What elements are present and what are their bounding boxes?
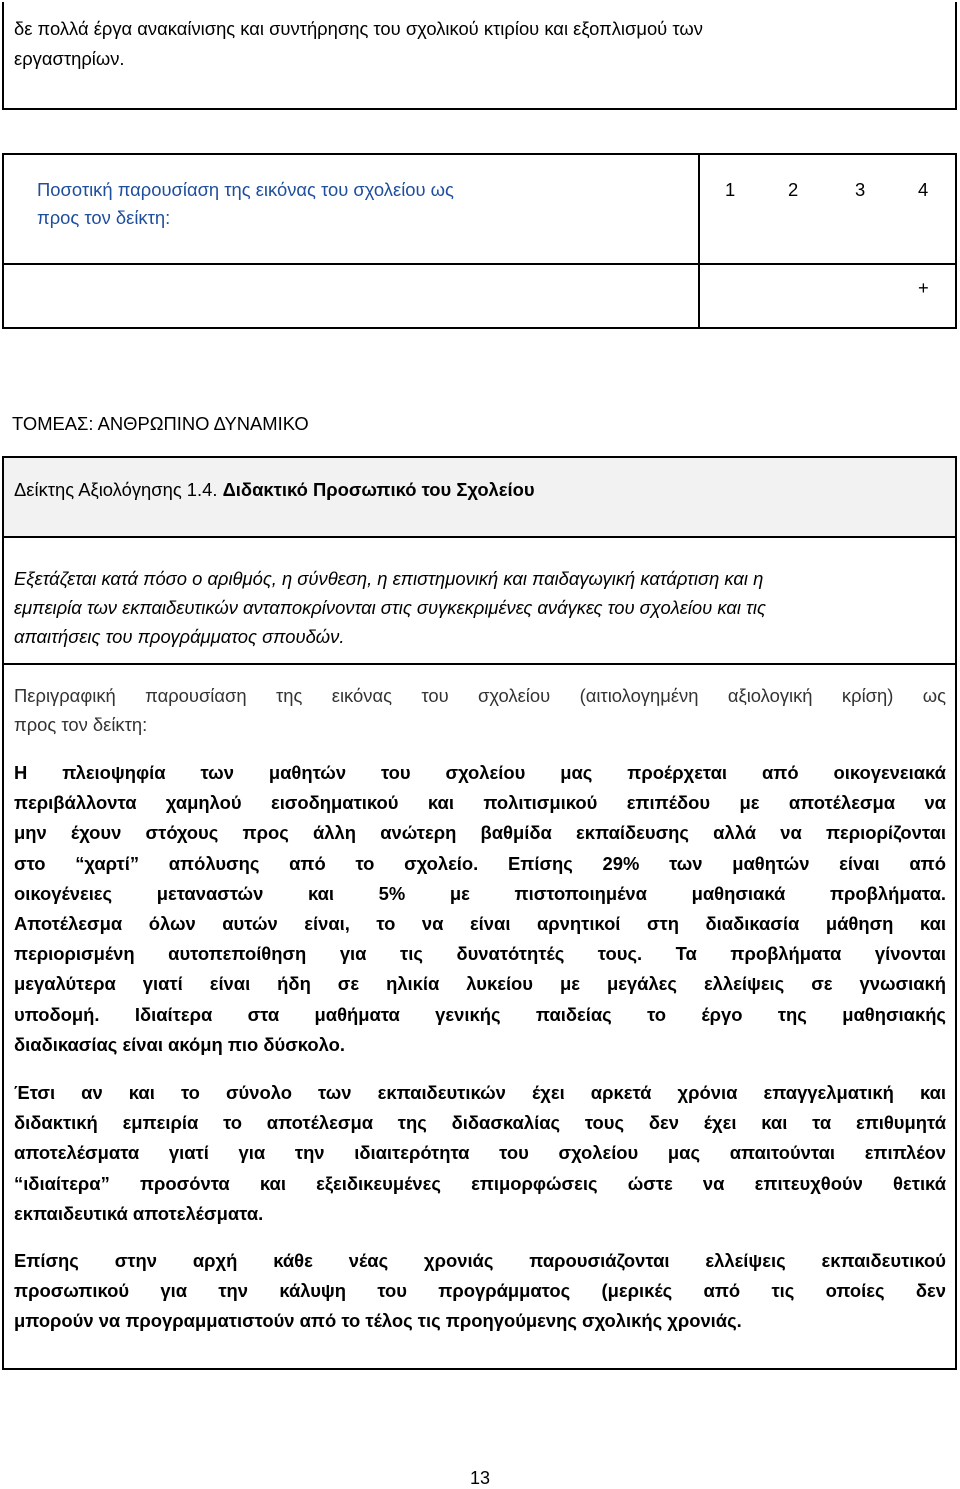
p1-line: διαδικασίας είναι ακόμη πιο δύσκολο.	[14, 1033, 346, 1055]
p1-line: Αποτέλεσμα όλων αυτών είναι, το να είναι αρνητικοί στη διαδικασία μάθηση και	[14, 913, 946, 935]
indicator-description-line-2: εμπειρία των εκπαιδευτικών ανταποκρίνονται στις συγκεκριμένες ανάγκες του σχολείου και τις	[14, 597, 766, 618]
p1-line: μην έχουν στόχους προς άλλη ανώτερη βαθμίδα εκπαίδευσης αλλά να περιορίζονται	[14, 822, 946, 844]
p1-line: υποδομή. Ιδιαίτερα στα μαθήματα γενικής παιδείας το έργο της μαθησιακής	[14, 1003, 946, 1025]
p3-line: μπορούν να προγραμματιστούν από το τέλος τις προηγούμενης σχολικής χρονιάς.	[14, 1310, 742, 1332]
assessment-paragraph-3	[14, 1246, 946, 1337]
rating-divider-horizontal	[4, 263, 955, 265]
indicator-box	[2, 456, 957, 536]
intro-line-1: δε πολλά έργα ανακαίνισης και συντήρησης του σχολικού κτιρίου και εξοπλισμού των	[14, 18, 703, 39]
p3-line: Επίσης στην αρχή κάθε νέας χρονιάς παρουσιάζονται ελλείψεις εκπαιδευτικού	[14, 1250, 946, 1271]
indicator-description-line-3: απαιτήσεις του προγράμματος σπουδών.	[14, 626, 345, 647]
p3-line: προσωπικού για την κάλυψη του προγράμματος (μερικές από τις οποίες δεν	[14, 1280, 946, 1302]
assessment-paragraph-1	[14, 758, 946, 1060]
rating-scale-3[interactable]: 3	[855, 179, 866, 200]
p2-line: διδακτική εμπειρία το αποτέλεσμα της διδασκαλίας τους δεν έχει και τα επιθυμητά	[14, 1112, 946, 1134]
assessment-label-line-1: Περιγραφική παρουσίαση της εικόνας του σχολείου (αιτιολογημένη αξιολογική κρίση) ως	[14, 685, 946, 706]
rating-table	[2, 153, 957, 329]
intro-line-2: εργαστηρίων.	[14, 48, 125, 69]
p2-line: Έτσι αν και το σύνολο των εκπαιδευτικών έχει αρκετά χρόνια επαγγελματική και	[14, 1082, 946, 1103]
rating-scale-4[interactable]: 4	[918, 179, 929, 200]
rating-scale-1[interactable]: 1	[725, 179, 736, 200]
rating-scale-2[interactable]: 2	[788, 179, 799, 200]
sector-title: ΤΟΜΕΑΣ: ΑΝΘΡΩΠΙΝΟ ΔΥΝΑΜΙΚΟ	[12, 413, 309, 434]
p1-line: Η πλειοψηφία των μαθητών του σχολείου μας προέρχεται από οικογενειακά	[14, 762, 946, 783]
assessment-box	[2, 663, 957, 1370]
p2-line: αποτελέσματα γιατί για την ιδιαιτερότητα του σχολείου μας απαιτούνται επιπλέον	[14, 1142, 946, 1164]
assessment-label-line-2: προς τον δείκτη:	[14, 714, 148, 735]
p1-line: περιβάλλοντα χαμηλού εισοδηματικού και πολιτισμικού επιπέδου με αποτέλεσμα να	[14, 792, 946, 814]
indicator-description-box	[2, 536, 957, 663]
rating-label-line-1: Ποσοτική παρουσίαση της εικόνας του σχολείου ως	[37, 179, 454, 200]
page-number: 13	[469, 1468, 491, 1488]
rating-divider-vertical	[698, 155, 700, 327]
p1-line: περιορισμένη αυτοπεποίθηση για τις δυνατότητές τους. Τα προβλήματα γίνονται	[14, 943, 946, 965]
p2-line: “ιδιαίτερα” προσόντα και εξειδικευμένες επιμορφώσεις ώστε να επιτευχθούν θετικά	[14, 1172, 946, 1194]
intro-box	[2, 2, 957, 110]
p1-line: οικογένειες μεταναστών και 5% με πιστοποιημένα μαθησιακά προβλήματα.	[14, 882, 946, 904]
indicator-prefix: Δείκτης Αξιολόγησης 1.4.	[14, 479, 223, 500]
p1-line: μεγαλύτερα γιατί είναι ήδη σε ηλικία λυκείου με μεγάλες ελλείψεις σε γνωσιακή	[14, 973, 946, 995]
p1-line: στο “χαρτί” απόλυσης από το σχολείο. Επίσης 29% των μαθητών είναι από	[14, 852, 946, 874]
indicator-description-line-1: Εξετάζεται κατά πόσο ο αριθμός, η σύνθεση, η επιστημονική και παιδαγωγική κατάρτιση και η	[14, 568, 764, 589]
p2-line: εκπαιδευτικά αποτελέσματα.	[14, 1202, 264, 1224]
indicator-heading	[14, 477, 949, 503]
assessment-paragraph-2	[14, 1078, 946, 1229]
rating-label-line-2: προς τον δείκτη:	[37, 207, 171, 228]
rating-plus[interactable]: +	[918, 277, 929, 298]
indicator-title: Διδακτικό Προσωπικό του Σχολείου	[222, 479, 535, 500]
